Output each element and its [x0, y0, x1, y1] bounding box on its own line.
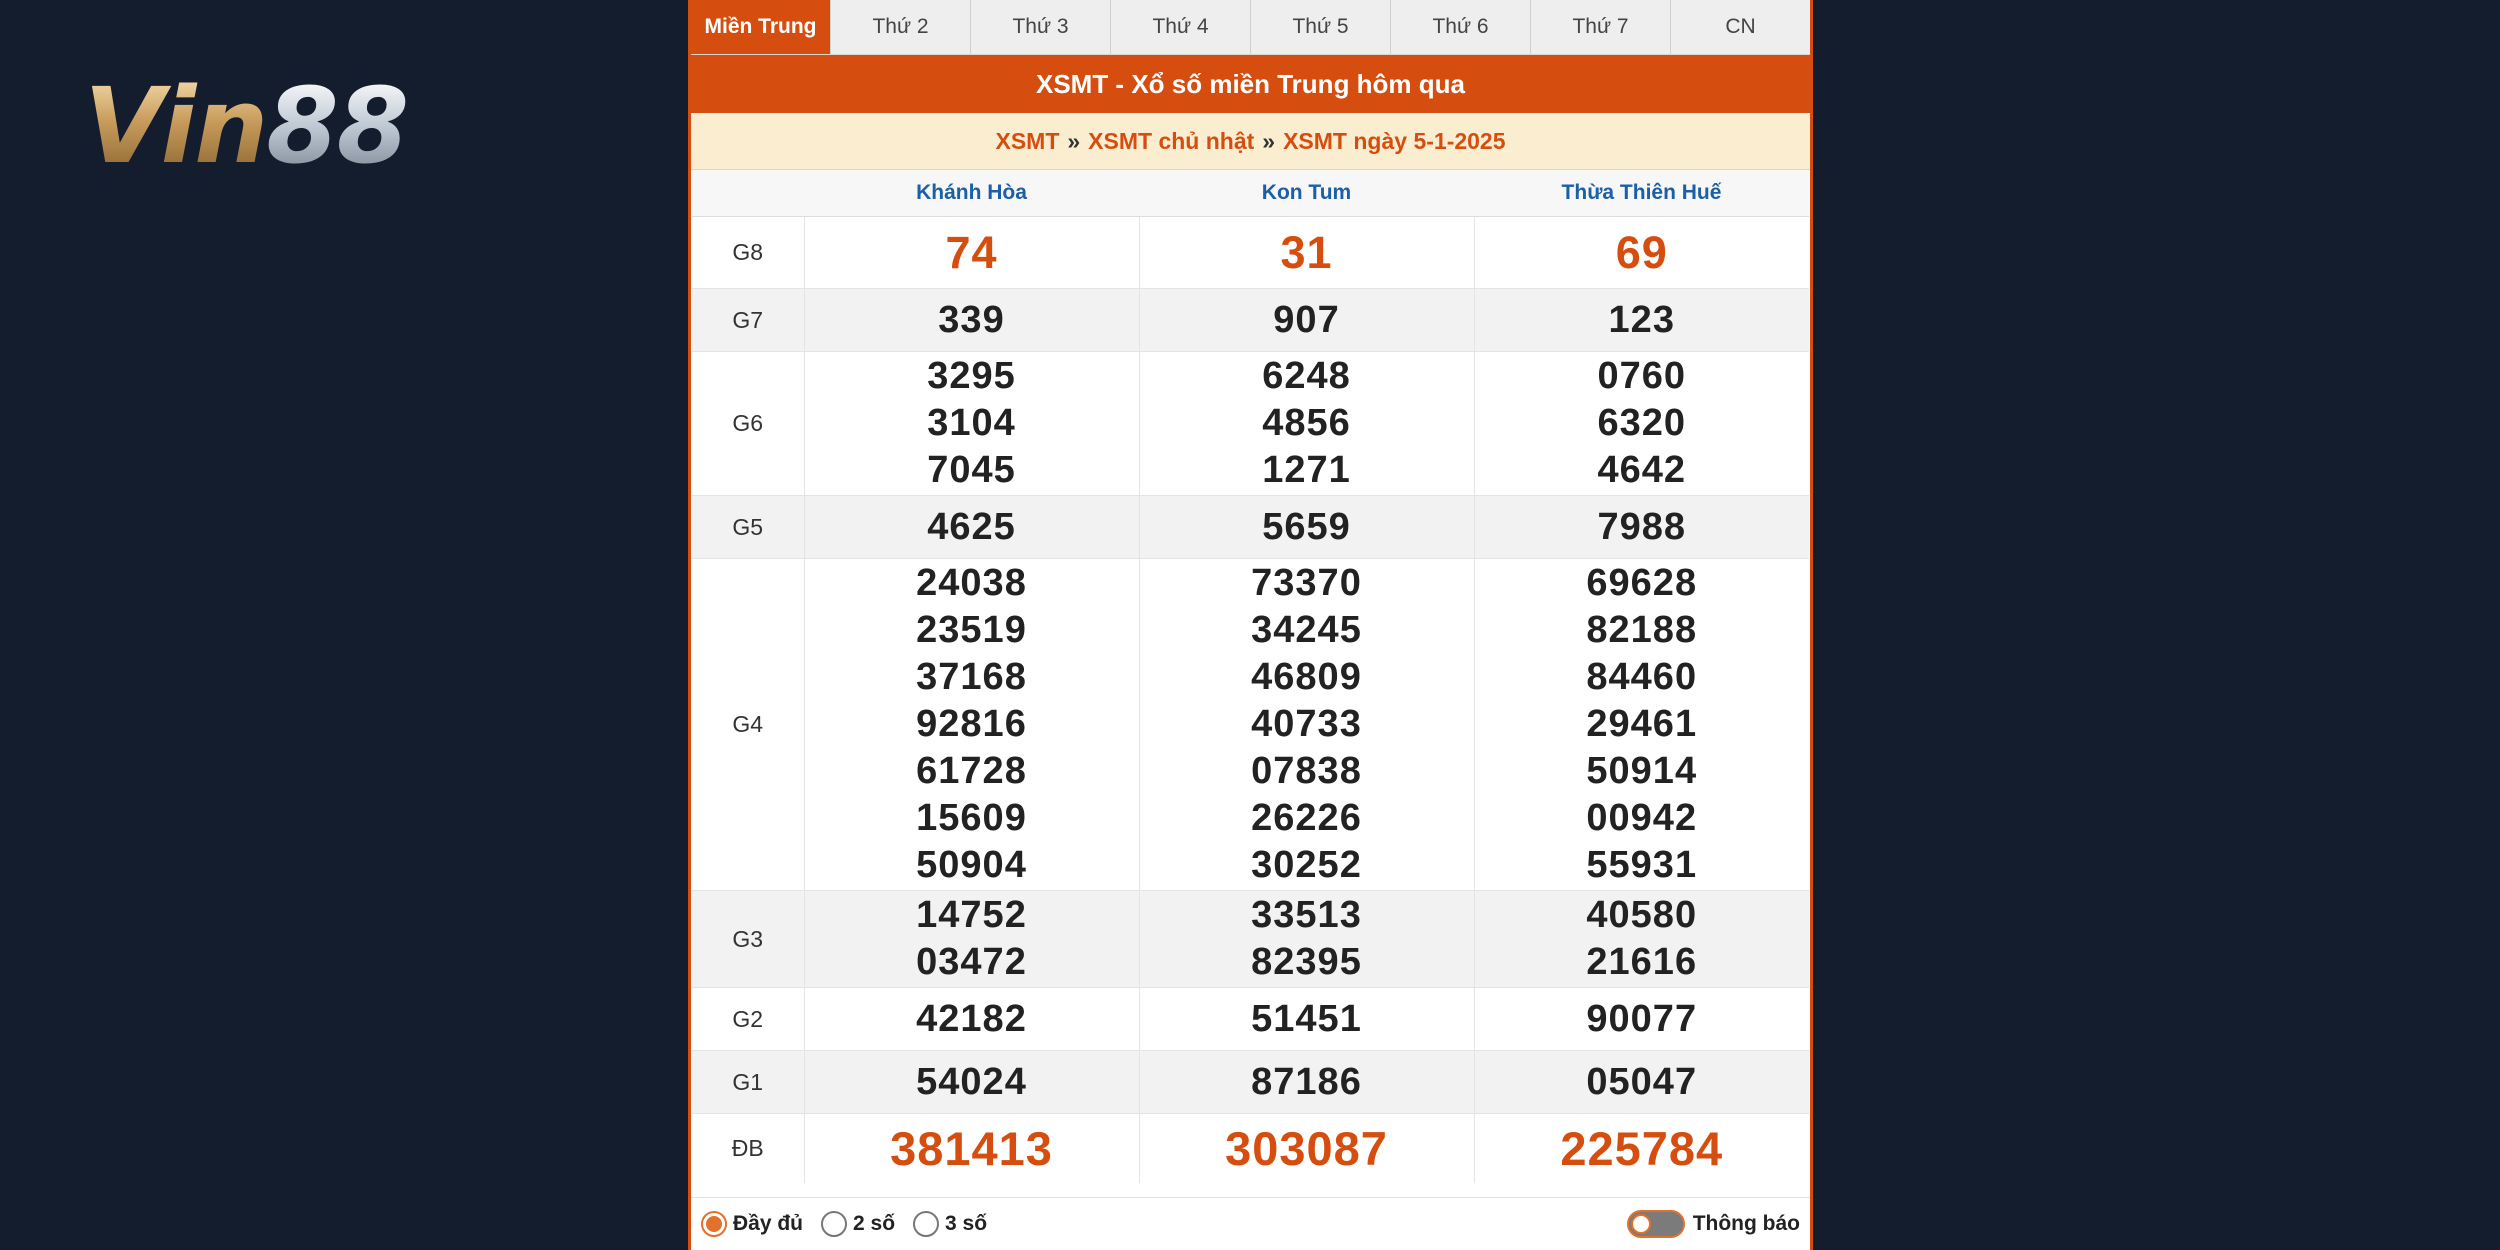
prize-cell: [1139, 559, 1474, 891]
radio-selected-icon: [701, 1211, 727, 1237]
prize-row-g3: [692, 891, 1809, 988]
province-header-row: [692, 170, 1809, 217]
logo-text-88: 88: [266, 65, 408, 187]
prize-cell: [1139, 352, 1474, 496]
prize-cell: [1474, 988, 1809, 1051]
prize-number: 123: [1608, 298, 1675, 341]
prize-row-g8: [692, 217, 1809, 289]
prize-number: 34245: [1251, 609, 1362, 651]
breadcrumb-separator: »: [1067, 127, 1081, 154]
prize-number: 6320: [1597, 402, 1687, 444]
notify-toggle[interactable]: [1627, 1210, 1685, 1238]
prize-number: 1271: [1262, 449, 1351, 491]
prize-cell: [1139, 988, 1474, 1051]
prize-number: 46809: [1251, 656, 1362, 698]
logo-text-vin: Vin: [84, 65, 267, 187]
tab-thu-7[interactable]: Thứ 7: [1531, 0, 1671, 54]
prize-number: 4642: [1597, 449, 1687, 491]
option-day-du[interactable]: [701, 1211, 803, 1237]
prize-cell: [1474, 496, 1809, 559]
prize-number: 225784: [1560, 1121, 1724, 1175]
breadcrumb-link-xsmt[interactable]: XSMT: [995, 127, 1060, 154]
prize-number: 7988: [1597, 505, 1687, 548]
province-header[interactable]: Kon Tum: [1139, 170, 1474, 217]
prize-number: 50904: [916, 844, 1027, 886]
toggle-knob: [1631, 1214, 1651, 1234]
prize-number: 7045: [927, 449, 1016, 491]
tab-thu-6[interactable]: Thứ 6: [1391, 0, 1531, 54]
prize-number: 82188: [1586, 609, 1698, 651]
prize-label: ĐB: [692, 1114, 804, 1184]
prize-row-g2: [692, 988, 1809, 1051]
header-blank: [692, 170, 804, 217]
prize-number: 21616: [1586, 941, 1698, 983]
prize-number: 61728: [916, 750, 1027, 792]
prize-cell: [1474, 559, 1809, 891]
prize-number: 69: [1615, 226, 1668, 278]
option-label: 2 số: [853, 1212, 896, 1235]
prize-label: G2: [692, 988, 804, 1051]
tab-thu-4[interactable]: Thứ 4: [1111, 0, 1251, 54]
prize-number: 07838: [1251, 750, 1362, 792]
prize-label: G7: [692, 289, 804, 352]
prize-cell: [1139, 217, 1474, 289]
radio-icon: [821, 1211, 847, 1237]
results-table: [692, 170, 1809, 1183]
prize-number: 907: [1273, 298, 1340, 341]
prize-number: 5659: [1262, 505, 1351, 548]
prize-number: 14752: [916, 894, 1027, 936]
prize-number: 87186: [1251, 1060, 1362, 1103]
prize-number: 37168: [916, 656, 1027, 698]
option-label: Đầy đủ: [733, 1212, 804, 1235]
notify-label: Thông báo: [1692, 1212, 1800, 1235]
prize-number: 40733: [1251, 703, 1362, 745]
prize-row-đb: [692, 1114, 1809, 1184]
breadcrumb-link-chu-nhat[interactable]: XSMT chủ nhật: [1088, 127, 1255, 154]
page-title: XSMT - Xổ số miền Trung hôm qua: [691, 55, 1810, 113]
prize-cell: [804, 559, 1139, 891]
prize-number: 6248: [1262, 355, 1351, 397]
prize-number: 3104: [927, 402, 1016, 444]
display-options-bar: [691, 1197, 1810, 1250]
prize-cell: [804, 988, 1139, 1051]
prize-cell: [1474, 217, 1809, 289]
prize-number: 31: [1280, 226, 1333, 278]
prize-cell: [1474, 289, 1809, 352]
prize-number: 3295: [927, 355, 1016, 397]
prize-cell: [1139, 289, 1474, 352]
prize-number: 84460: [1586, 656, 1698, 698]
option-2-so[interactable]: [821, 1211, 895, 1237]
prize-rows: [692, 217, 1809, 1184]
prize-label: G1: [692, 1051, 804, 1114]
province-header[interactable]: Thừa Thiên Huế: [1474, 170, 1809, 217]
prize-number: 73370: [1251, 562, 1362, 604]
prize-row-g4: [692, 559, 1809, 891]
prize-number: 339: [938, 298, 1005, 341]
prize-row-g7: [692, 289, 1809, 352]
breadcrumb-separator: »: [1262, 127, 1276, 154]
prize-label: G8: [692, 217, 804, 289]
prize-cell: [1139, 496, 1474, 559]
prize-cell: [1474, 352, 1809, 496]
breadcrumb: [691, 113, 1810, 170]
prize-cell: [1139, 1051, 1474, 1114]
prize-number: 30252: [1251, 844, 1362, 886]
prize-cell: [804, 891, 1139, 988]
prize-number: 55931: [1586, 844, 1698, 886]
prize-number: 92816: [916, 703, 1027, 745]
prize-row-g1: [692, 1051, 1809, 1114]
tab-thu-2[interactable]: Thứ 2: [831, 0, 971, 54]
results-panel: [688, 0, 1813, 1250]
prize-number: 15609: [916, 797, 1027, 839]
prize-cell: [804, 289, 1139, 352]
option-3-so[interactable]: [913, 1211, 987, 1237]
breadcrumb-link-date[interactable]: XSMT ngày 5-1-2025: [1283, 127, 1506, 154]
prize-number: 42182: [916, 997, 1027, 1040]
prize-cell: [804, 352, 1139, 496]
prize-cell: [804, 217, 1139, 289]
prize-label: G6: [692, 352, 804, 496]
prize-number: 54024: [916, 1060, 1027, 1103]
prize-cell: [1139, 891, 1474, 988]
tab-cn[interactable]: CN: [1725, 15, 1756, 38]
prize-number: 51451: [1251, 997, 1362, 1040]
tab-thu-3[interactable]: Thứ 3: [971, 0, 1111, 54]
prize-number: 05047: [1586, 1060, 1698, 1103]
prize-label: G5: [692, 496, 804, 559]
vin88-logo[interactable]: [84, 66, 444, 186]
prize-label: G3: [692, 891, 804, 988]
prize-cell: [1139, 1114, 1474, 1184]
prize-number: 4625: [927, 505, 1016, 548]
prize-number: 03472: [916, 941, 1027, 983]
tab-thu-5[interactable]: Thứ 5: [1251, 0, 1391, 54]
prize-number: 00942: [1586, 797, 1698, 839]
prize-number: 0760: [1597, 355, 1687, 397]
prize-number: 82395: [1251, 941, 1362, 983]
prize-cell: [1474, 1051, 1809, 1114]
prize-row-g6: [692, 352, 1809, 496]
prize-cell: [1474, 1114, 1809, 1184]
prize-number: 74: [945, 226, 998, 278]
radio-icon: [913, 1211, 939, 1237]
prize-cell: [1474, 891, 1809, 988]
tab-mien-trung[interactable]: Miền Trung: [691, 0, 831, 54]
prize-number: 33513: [1251, 894, 1362, 936]
province-header[interactable]: Khánh Hòa: [804, 170, 1139, 217]
prize-cell: [804, 1114, 1139, 1184]
prize-number: 4856: [1262, 402, 1351, 444]
prize-number: 40580: [1586, 894, 1698, 936]
prize-row-g5: [692, 496, 1809, 559]
prize-number: 26226: [1251, 797, 1362, 839]
prize-number: 69628: [1586, 562, 1698, 604]
prize-number: 23519: [916, 609, 1027, 651]
prize-number: 90077: [1586, 997, 1698, 1040]
day-tabs: [691, 0, 1810, 55]
prize-label: G4: [692, 559, 804, 891]
prize-number: 381413: [890, 1121, 1053, 1175]
prize-number: 29461: [1586, 703, 1698, 745]
prize-cell: [804, 1051, 1139, 1114]
prize-number: 50914: [1586, 750, 1698, 792]
option-label: 3 số: [945, 1212, 988, 1235]
prize-cell: [804, 496, 1139, 559]
prize-number: 303087: [1225, 1121, 1388, 1175]
prize-number: 24038: [916, 562, 1027, 604]
